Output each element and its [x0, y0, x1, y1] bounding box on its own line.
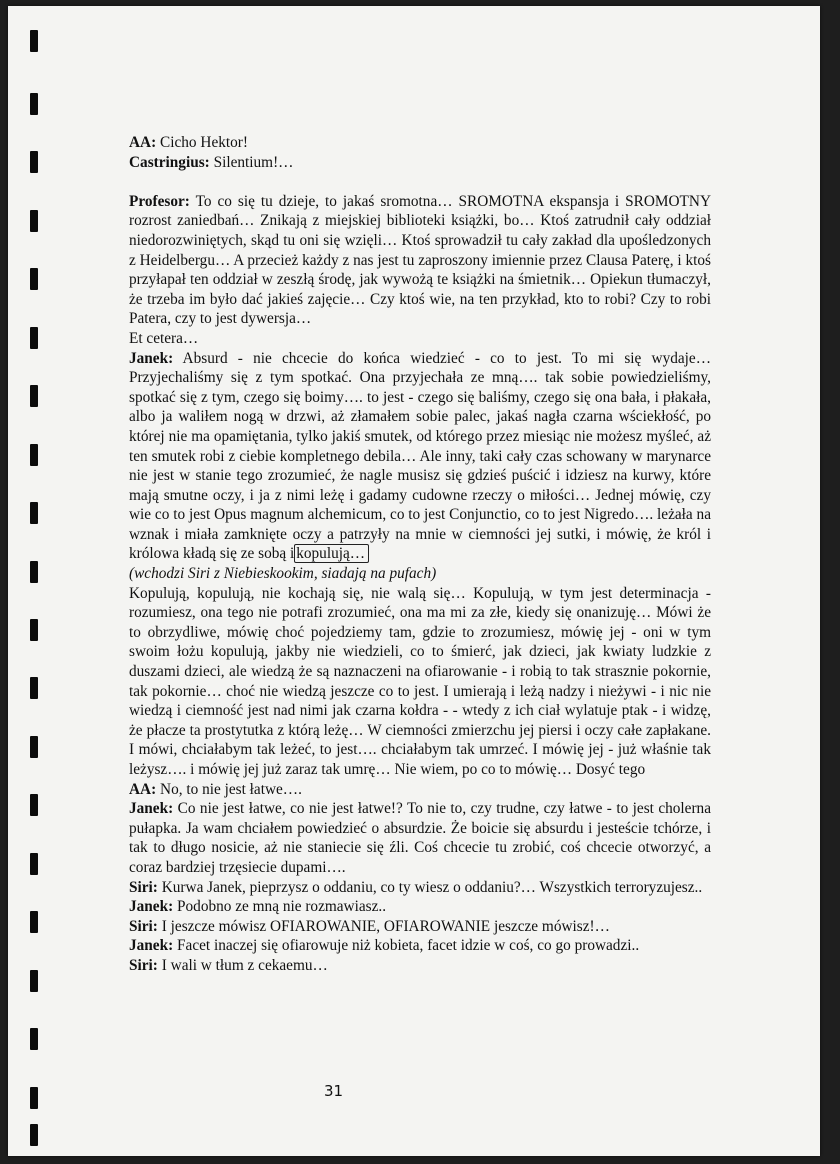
binding-hole	[30, 1087, 38, 1109]
binding-hole	[30, 911, 38, 933]
dialogue-text: I wali w tłum z cekaemu…	[157, 956, 328, 974]
dialogue-text: I jeszcze mówisz OFIAROWANIE, OFIAROWANIE jeszcze mówisz!…	[157, 917, 610, 935]
page-number: 31	[324, 1082, 344, 1100]
speaker-name: Profesor:	[129, 192, 190, 210]
binding-hole	[30, 619, 38, 641]
binding-hole	[30, 736, 38, 758]
paragraph-gap	[129, 172, 711, 192]
binding-hole	[30, 1028, 38, 1050]
dialogue-text: Facet inaczej się ofiarowuje niż kobieta, facet idzie w coś, co go prowadzi..	[173, 937, 640, 955]
dialogue-text: To co się tu dzieje, to jakaś sromotna… SROMOTNA ekspansja i SROMOTNY rozrost zaniedbań… Znikają z miejskiej biblioteki książki, bo… Ktoś zatrudnił cały oddział niedorozwiniętych, skąd tu oni się wzięli… Ktoś sprowadził tu cały zakład dla upośledzonych z Heidelbergu… A przecież każdy z nas jest tu zaproszony imiennie przez Clausa Paterę, i ktoś przyłapał ten oddział w zeszłą środę, jak wywożą te książki na śmietnik… Opiekun tłumaczył, że trzeba im było dać jakieś zajęcie… Czy ktoś wie, na ten przykład, kto to robi? Czy to robi Patera, czy to jest dywersja…	[129, 192, 711, 328]
stage-direction: (wchodzi Siri z Niebieskookim, siadają na pufach)	[129, 565, 437, 583]
binding-hole	[30, 970, 38, 992]
dialogue-text: Podobno ze mną nie rozmawiasz..	[173, 898, 387, 916]
binding-hole	[30, 93, 38, 115]
dialogue-paragraph	[129, 936, 711, 956]
binding-hole	[30, 151, 38, 173]
speaker-name: Siri:	[129, 878, 158, 896]
dialogue-text: Absurd - nie chcecie do końca wiedzieć - co to jest. To mi się wydaje… Przyjechaliśmy się z tym spotkać. Ona przyjechała ze mną…. tak sobie powiedzieliśmy, spotkać się z tym, czego się boimy…. to jest - czego się baliśmy, czego się ona bała, i płakała, albo ja waliłem nogą w drzwi, aż złamałem sobie palec, jakaś nagła czarna wściekłość, po której nie ma opamiętania, tylko jakiś smutek, od którego przez miesiąc nie możesz myśleć, aż ten smutek robi z ciebie kompletnego debila… Ale inny, taki cały czas schowany w marynarce nie jest w stanie tego zrozumieć, że nagle musisz się gdzieś puścić i idziesz na kurwy, które mają smutne oczy, i ja z nimi leżę i gadamy cudowne rzeczy o miłości… Jednej mówię, czy wie co to jest Opus magnum alchemicum, co to jest Conjunctio, co to jest Nigredo…. leżała na wznak i miała zamknięte oczy a patrzyły na mnie w ciemności jej sutki, i mówię, że król i królowa kładą się ze sobą i	[129, 349, 711, 563]
speaker-name: Janek:	[129, 898, 174, 916]
speaker-name: AA:	[129, 780, 157, 798]
dialogue-paragraph	[129, 133, 711, 153]
speaker-name: Janek:	[129, 349, 174, 367]
speaker-name: Janek:	[129, 800, 174, 818]
binding-hole	[30, 677, 38, 699]
dialogue-text: Kurwa Janek, pieprzysz o oddaniu, co ty wiesz o oddaniu?… Wszystkich terroryzujesz..	[157, 878, 703, 896]
speaker-name: Janek:	[129, 937, 174, 955]
dialogue-paragraph	[129, 584, 711, 780]
binding-hole	[30, 853, 38, 875]
script-text	[129, 133, 711, 976]
spiral-binding	[30, 6, 42, 1156]
dialogue-text: Silentium!…	[209, 153, 294, 171]
binding-hole	[30, 502, 38, 524]
dialogue-text: Et cetera…	[129, 329, 199, 347]
speaker-name: Siri:	[129, 956, 158, 974]
dialogue-paragraph	[129, 192, 711, 329]
dialogue-paragraph	[129, 956, 711, 976]
dialogue-paragraph	[129, 780, 711, 800]
dialogue-paragraph	[129, 329, 711, 349]
paper-sheet	[8, 6, 820, 1156]
dialogue-paragraph	[129, 917, 711, 937]
binding-hole	[30, 561, 38, 583]
dialogue-paragraph	[129, 153, 711, 173]
binding-hole	[30, 268, 38, 290]
dialogue-paragraph	[129, 878, 711, 898]
binding-hole	[30, 327, 38, 349]
dialogue-text: Co nie jest łatwe, co nie jest łatwe!? To nie to, czy trudne, czy łatwe - to jest cholerna pułapka. Ja wam chciałem powiedzieć o absurdzie. Że boicie się absurdu i jesteście tchórze, i tak to długo nosicie, aż nie staniecie się źli. Coś chcecie tu zrobić, coś chcecie otworzyć, a coraz bardziej trzęsiecie dupami….	[129, 800, 711, 876]
dialogue-paragraph	[129, 897, 711, 917]
binding-hole	[30, 30, 38, 52]
speaker-name: AA:	[129, 134, 157, 151]
binding-hole	[30, 794, 38, 816]
dialogue-paragraph	[129, 349, 711, 565]
binding-hole	[30, 1124, 38, 1146]
dialogue-paragraph	[129, 799, 711, 877]
speaker-name: Castringius:	[129, 153, 210, 171]
boxed-annotation: kopulują…	[294, 544, 369, 563]
dialogue-text: Kopulują, kopulują, nie kochają się, nie walą się… Kopulują, w tym jest determinacja - rozumiesz, ona tego nie potrafi zrozumieć, ona ma mi za złe, kiedy się onanizuję… Mówi że to obrzydliwe, mówię choć pojedziemy tam, gdzie to zrozumiesz, mówię jej - oni w tym swoim łożu kopulują, jakby nie wiedzieli, co to śmierć, jak dzieci, jak kwiaty ludzkie z duszami dzieci, ale wiedzą że są naznaczeni na ofiarowanie - i robią to tak strasznie pokornie, tak pokornie… choć nie wiedzą jeszcze co to jest. I umierają i leżą nadzy i nieżywi - i nic nie wiedzą i ciemność jest nad nimi jak czarna kołdra - - wtedy z ich ciał wylatuje ptak - i widzę, że płacze ta prostytutka z którą leżę… W ciemności zmierzchu jej piersi i oczy całe zapłakane. I mówi, chciałabym tak leżeć, to jest…. chciałabym tak umrzeć. I mówię jej - już właśnie tak leżysz…. i mówię jej już zaraz tak umrę… Nie wiem, po co to mówię… Dosyć tego	[129, 584, 711, 778]
binding-hole	[30, 385, 38, 407]
dialogue-text: No, to nie jest łatwe….	[156, 780, 302, 798]
binding-hole	[30, 210, 38, 232]
binding-hole	[30, 444, 38, 466]
dialogue-text: Cicho Hektor!	[156, 134, 248, 151]
speaker-name: Siri:	[129, 917, 158, 935]
